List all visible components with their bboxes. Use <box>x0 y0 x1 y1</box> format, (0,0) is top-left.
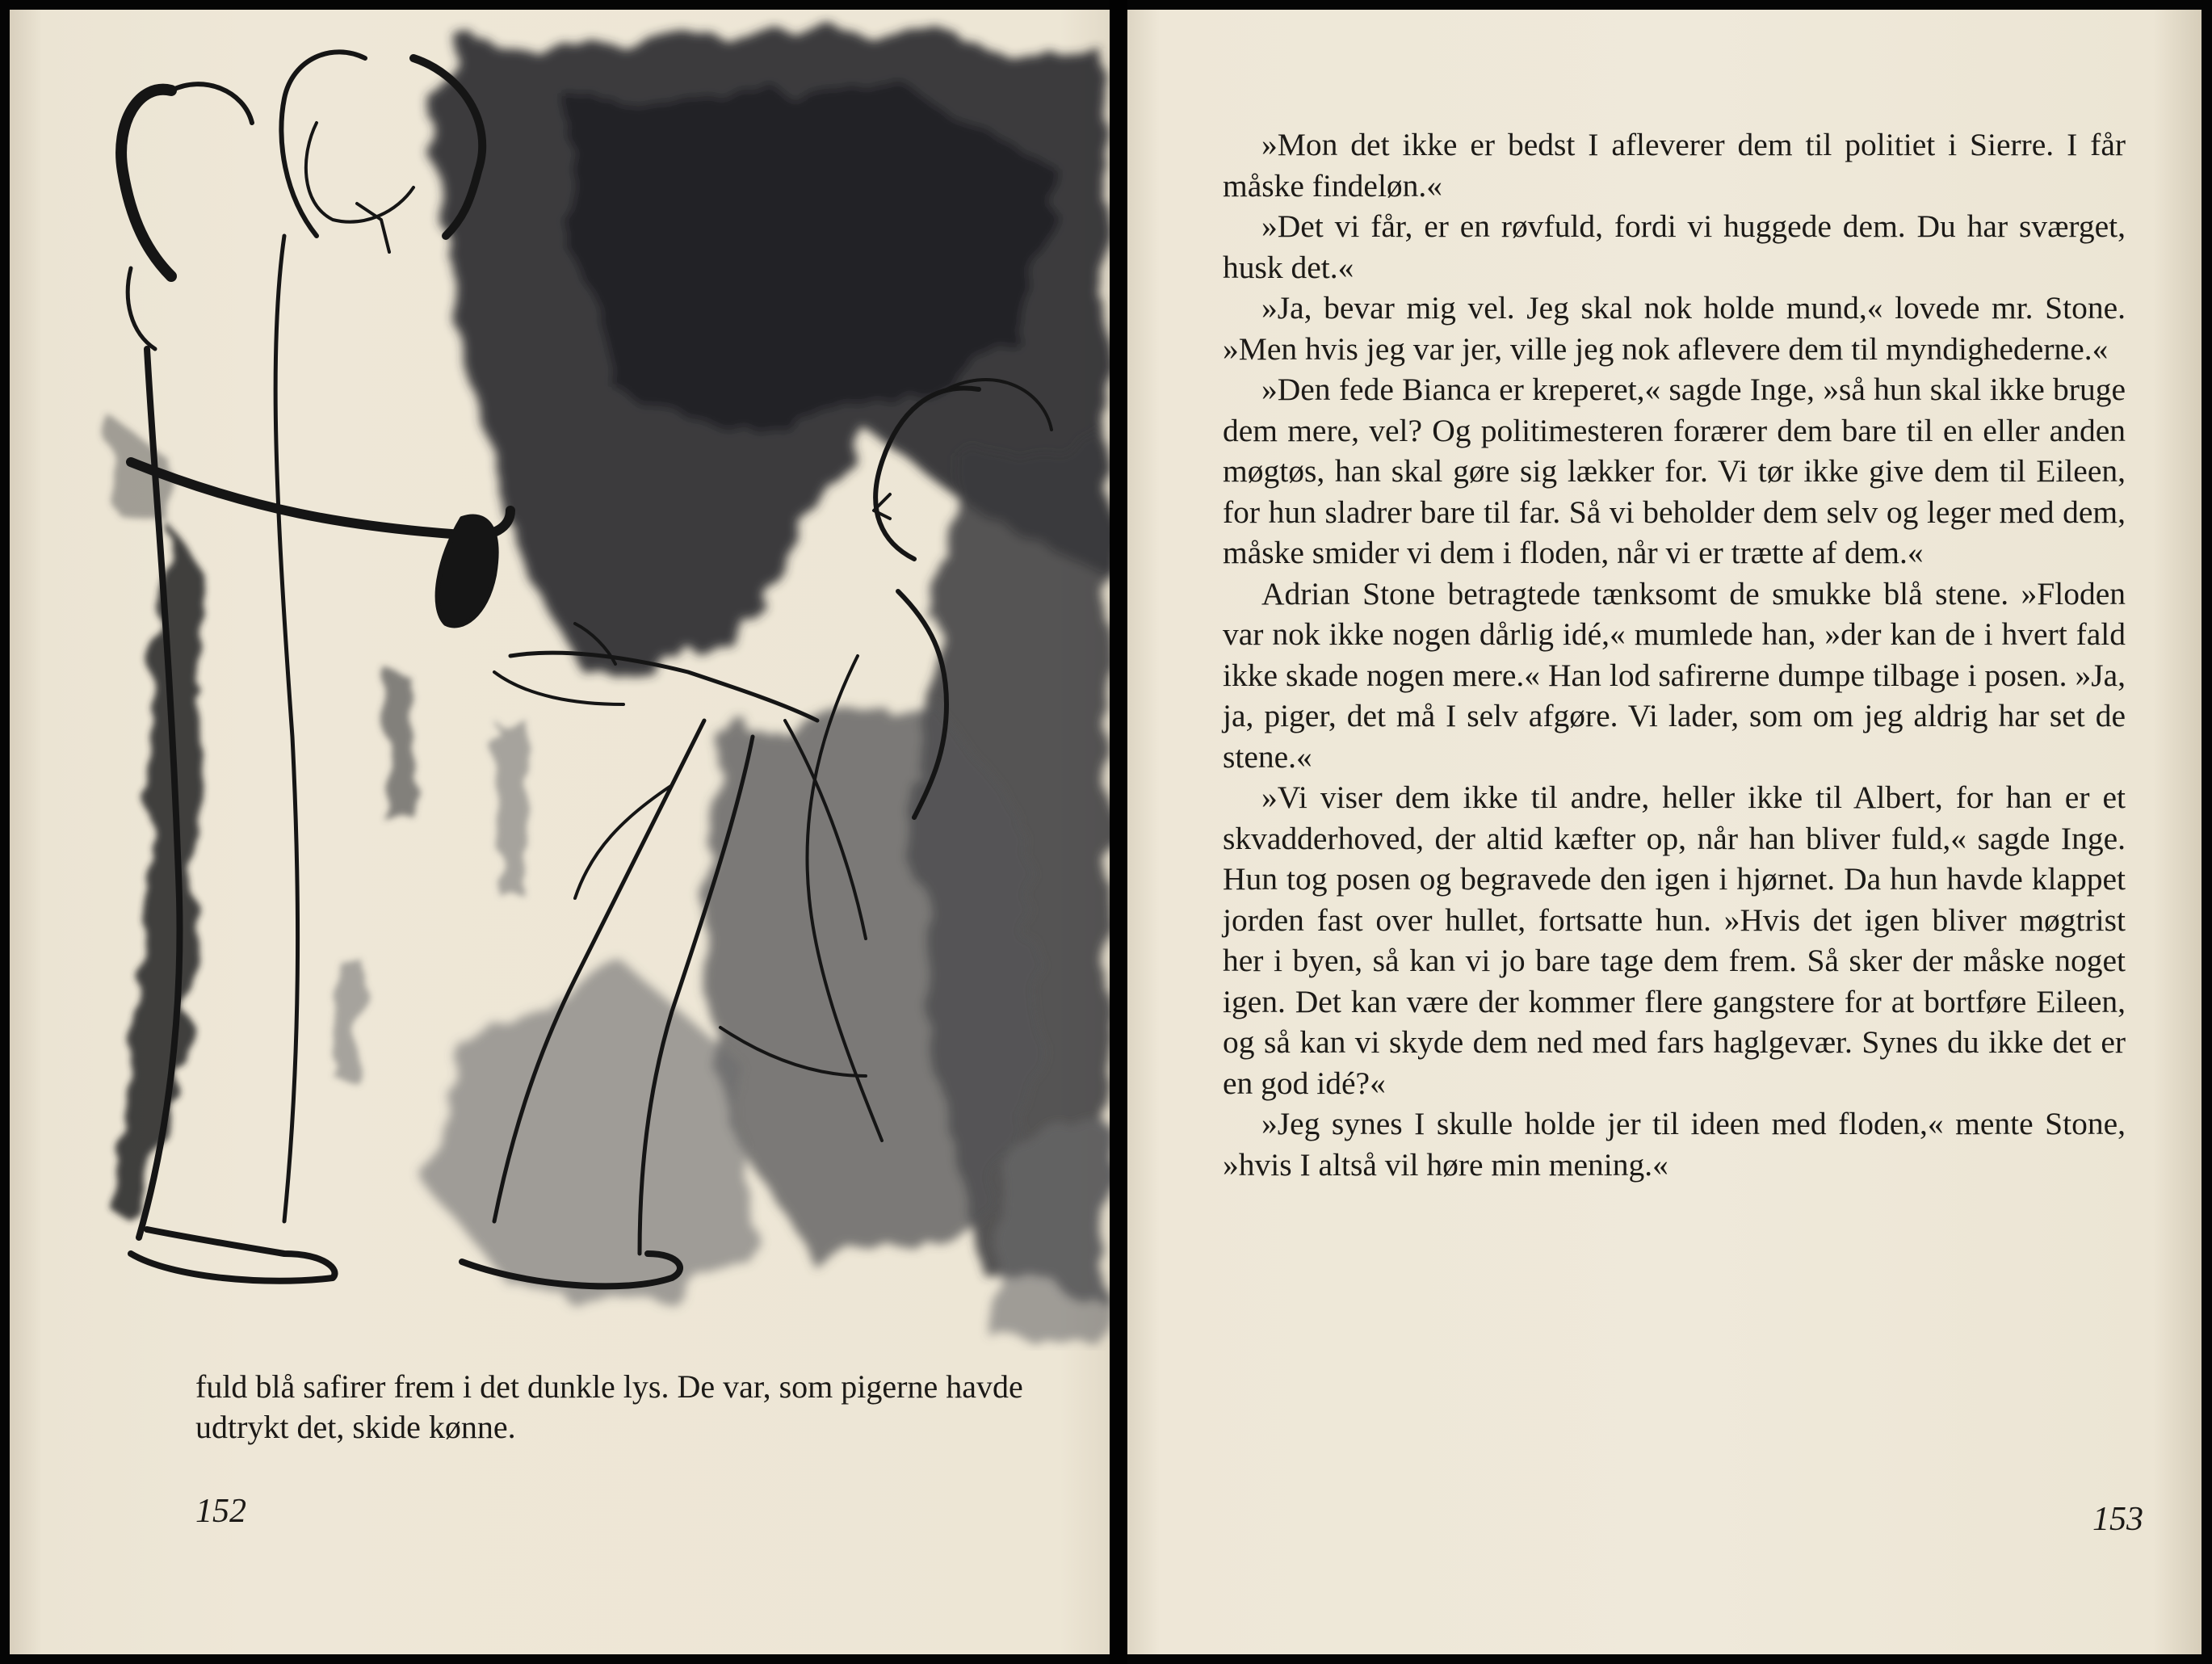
left-page-text <box>195 1367 1035 1448</box>
paragraph: Adrian Stone betragtede tænksomt de smukke blå stene. »Floden var nok ikke nogen dårlig idé,« mumlede han, »der kan de i hvert fald ikke skade nogen mere.« Han lod safirerne dumpe tilbage i posen. »Ja, ja, piger, det må I selv afgøre. Vi lader, som om jeg aldrig har set de stene.« <box>1223 575 2126 775</box>
right-page <box>1127 10 2202 1654</box>
ink-wash <box>430 26 1110 1343</box>
paragraph: »Ja, bevar mig vel. Jeg skal nok holde mund,« lovede mr. Stone. »Men hvis jeg var jer, ville jeg nok aflevere dem til myndighederne.« <box>1223 290 2126 367</box>
page-number-right: 153 <box>2092 1501 2143 1538</box>
paragraph: »Mon det ikke er bedst I afleverer dem til politiet i Sierre. I får måske findeløn.« <box>1223 127 2126 204</box>
paragraph: »Jeg synes I skulle holde jer til ideen med floden,« mente Stone, »hvis I altså vil høre min mening.« <box>1223 1106 2126 1183</box>
page-number-left: 152 <box>195 1493 246 1530</box>
left-page <box>10 10 1110 1654</box>
ink-illustration <box>10 10 1110 1351</box>
paragraph: »Vi viser dem ikke til andre, heller ikke til Albert, for han er et skvadderhoved, der altid kæfter op, når han bliver fuld,« sagde Inge. Hun tog posen og begravede den igen i hjørnet. Da hun havde klappet jorden fast over hullet, fortsatte hun. »Hvis det igen bliver møgtrist her i byen, så kan vi jo bare tage dem frem. Så sker der måske noget igen. Det kan være der kommer flere gangstere for at bortføre Eileen, og så kan vi skyde dem ned med fars haglgevær. Synes du ikke det er en god idé?« <box>1223 779 2126 1101</box>
paragraph: »Den fede Bianca er kreperet,« sagde Inge, »så hun skal ikke bruge dem mere, vel? Og politimesteren forærer dem bare til en eller anden møgtøs, han skal gøre sig lækker for. Vi tør ikke give dem til Eileen, for hun sladrer bare til far. Så vi beholder dem selv og leger med dem, måske smider vi dem i floden, når vi er trætte af dem.« <box>1223 372 2126 570</box>
paragraph: »Det vi får, er en røvfuld, fordi vi huggede dem. Du har sværget, husk det.« <box>1223 208 2126 285</box>
book-spine <box>1110 0 1127 1664</box>
left-paragraph: fuld blå safirer frem i det dunkle lys. De var, som pigerne havde udtrykt det, skide kønne. <box>195 1368 1023 1445</box>
right-page-text <box>1223 124 2126 1185</box>
